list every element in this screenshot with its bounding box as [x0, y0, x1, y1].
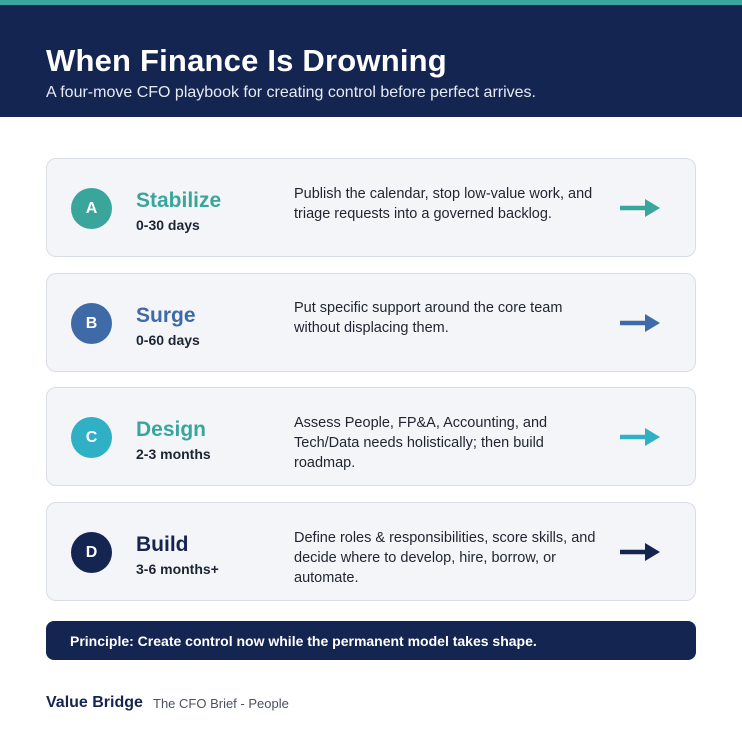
phase-description: Define roles & responsibilities, score skills, and decide where to develop, hire, borrow, or automate.	[294, 530, 596, 586]
phase-name: Stabilize	[136, 189, 222, 212]
phase-timeframe: 3-6 months+	[136, 561, 219, 577]
phase-card-design	[46, 387, 696, 486]
footer-text: The CFO Brief - People	[153, 696, 289, 711]
phase-badge: A	[71, 188, 112, 229]
phase-timeframe: 0-30 days	[136, 217, 200, 233]
arrow-right-icon	[619, 425, 661, 449]
phase-description: Publish the calendar, stop low-value work, and triage requests into a governed backlog.	[294, 186, 593, 222]
footer-brand: Value Bridge	[46, 694, 143, 711]
arrow-right-icon	[619, 311, 661, 335]
phase-timeframe: 2-3 months	[136, 446, 211, 462]
header-banner	[0, 5, 742, 117]
phase-name: Design	[136, 418, 207, 441]
phase-description: Assess People, FP&A, Accounting, and Tech/Data needs holistically; then build roadmap.	[294, 415, 548, 471]
page-title: When Finance Is Drowning	[46, 43, 447, 78]
page-subtitle: A four-move CFO playbook for creating control before perfect arrives.	[46, 84, 536, 101]
principle-banner: Principle: Create control now while the permanent model takes shape.	[46, 621, 696, 660]
phase-description: Put specific support around the core team without displacing them.	[294, 300, 563, 336]
phase-card-surge	[46, 273, 696, 372]
arrow-right-icon	[619, 196, 661, 220]
phase-badge: D	[71, 532, 112, 573]
arrow-right-icon	[619, 540, 661, 564]
phase-timeframe: 0-60 days	[136, 332, 200, 348]
phase-card-stabilize	[46, 158, 696, 257]
phase-badge: C	[71, 417, 112, 458]
phase-card-build	[46, 502, 696, 601]
phase-name: Build	[136, 533, 189, 556]
phase-name: Surge	[136, 304, 196, 327]
phase-badge: B	[71, 303, 112, 344]
